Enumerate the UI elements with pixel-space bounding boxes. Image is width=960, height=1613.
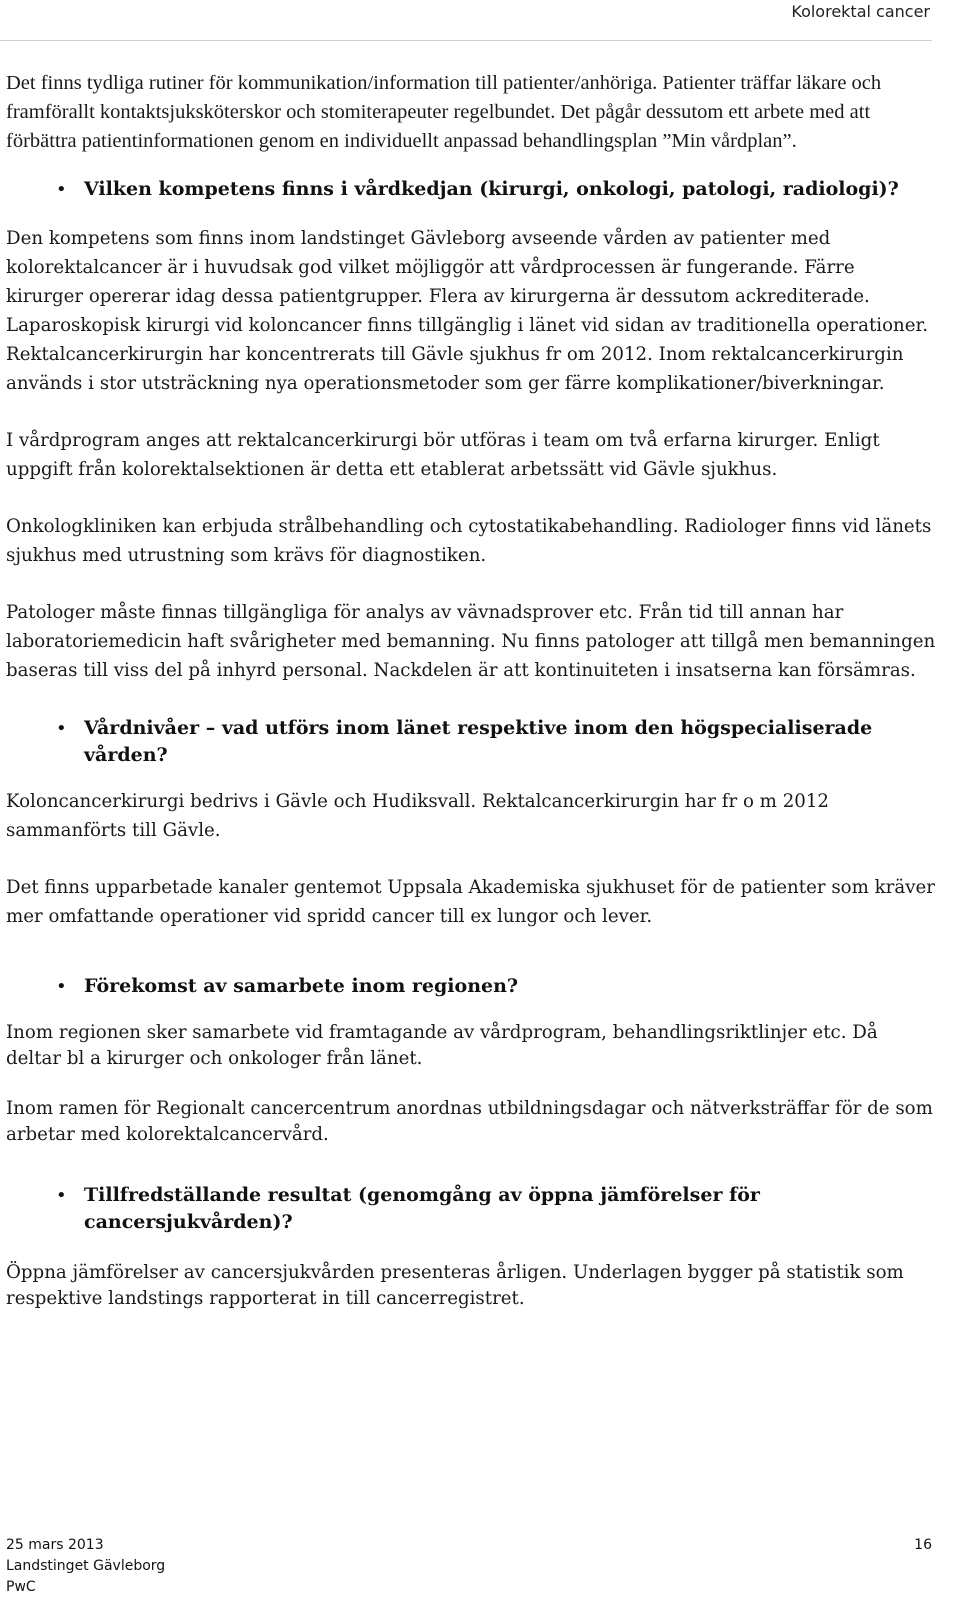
paragraph-oncology: Onkologkliniken kan erbjuda strålbehandling och cytostatikabehandling. Radiologer finns vid länets sjukhus med utrustning som krävs för diagnostiken.	[6, 516, 932, 566]
paragraph-colon-surgery: Koloncancerkirurgi bedrivs i Gävle och Hudiksvall. Rektalcancerkirurgin har fr o m 2012 sammanförts till Gävle.	[6, 791, 829, 841]
paragraph-intro: Det finns tydliga rutiner för kommunikation/information till patienter/anhöriga. Patienter träffar läkare och framförallt kontaktsjuksköterskor och stomiterapeuter regelbundet. Det pågår dessutom ett arbete med att förbättra patientinformationen genom en individuellt anpassad behandlingsplan ”Min vårdplan”.	[6, 72, 882, 152]
page-number: 16	[914, 1537, 932, 1553]
bullet-icon: •	[56, 1185, 67, 1206]
document-body	[6, 69, 936, 1312]
bullet-icon: •	[56, 976, 67, 997]
footer-company: PwC	[6, 1579, 36, 1595]
bullet-icon: •	[56, 179, 67, 200]
footer-date: 25 mars 2013	[6, 1537, 104, 1553]
paragraph-regional-cooperation: Inom regionen sker samarbete vid framtagande av vårdprogram, behandlingsriktlinjer etc. Då deltar bl a kirurger och onkologer från länet.	[6, 1022, 878, 1069]
bullet-heading-text: Vårdnivåer – vad utförs inom länet respektive inom den högspecialiserade vården?	[84, 717, 873, 766]
bullet-icon: •	[56, 718, 67, 739]
bullet-heading-competence	[6, 176, 936, 203]
header-divider	[0, 40, 932, 41]
paragraph-uppsala-channels: Det finns upparbetade kanaler gentemot Uppsala Akademiska sjukhuset för de patienter som kräver mer omfattande operationer vid spridd cancer till ex lungor och lever.	[6, 877, 935, 927]
page-footer	[6, 1535, 932, 1598]
bullet-heading-text: Förekomst av samarbete inom regionen?	[84, 975, 519, 997]
paragraph-competence: Den kompetens som finns inom landstinget Gävleborg avseende vården av patienter med kolorektalcancer är i huvudsak god vilket möjliggör att vårdprocessen är fungerande. Färre kirurger opererar idag dessa patientgrupper. Flera av kirurgerna är dessutom ackrediterade. Laparoskopisk kirurgi vid koloncancer finns tillgänglig i länet vid sidan av traditionella operationer. Rektalcancerkirurgin har koncentrerats till Gävle sjukhus fr om 2012. Inom rektalcancerkirurgin används i stor utsträckning nya operationsmetoder som ger färre komplikationer/biverkningar.	[6, 228, 929, 394]
header-title: Kolorektal cancer	[791, 2, 930, 21]
bullet-heading-results	[6, 1182, 936, 1236]
paragraph-team-surgery: I vårdprogram anges att rektalcancerkirurgi bör utföras i team om två erfarna kirurger. Enligt uppgift från kolorektalsektionen är detta ett etablerat arbetssätt vid Gävle sjukhus.	[6, 430, 880, 480]
bullet-heading-text: Vilken kompetens finns i vårdkedjan (kirurgi, onkologi, patologi, radiologi)?	[84, 178, 899, 200]
footer-organization: Landstinget Gävleborg	[6, 1558, 166, 1574]
paragraph-rcc-training: Inom ramen för Regionalt cancercentrum anordnas utbildningsdagar och nätverksträffar för de som arbetar med kolorektalcancervård.	[6, 1098, 933, 1145]
bullet-heading-text: Tillfredställande resultat (genomgång av öppna jämförelser för cancersjukvården)?	[84, 1184, 760, 1233]
paragraph-open-comparisons: Öppna jämförelser av cancersjukvården presenteras årligen. Underlagen bygger på statistik som respektive landstings rapporterat in till cancerregistret.	[6, 1262, 904, 1309]
bullet-heading-regional-cooperation	[6, 973, 936, 1000]
bullet-heading-care-levels	[6, 715, 936, 769]
paragraph-pathology: Patologer måste finnas tillgängliga för analys av vävnadsprover etc. Från tid till annan har laboratoriemedicin haft svårigheter med bemanning. Nu finns patologer att tillgå men bemanningen baseras till viss del på inhyrd personal. Nackdelen är att kontinuiteten i insatserna kan försämras.	[6, 602, 936, 681]
